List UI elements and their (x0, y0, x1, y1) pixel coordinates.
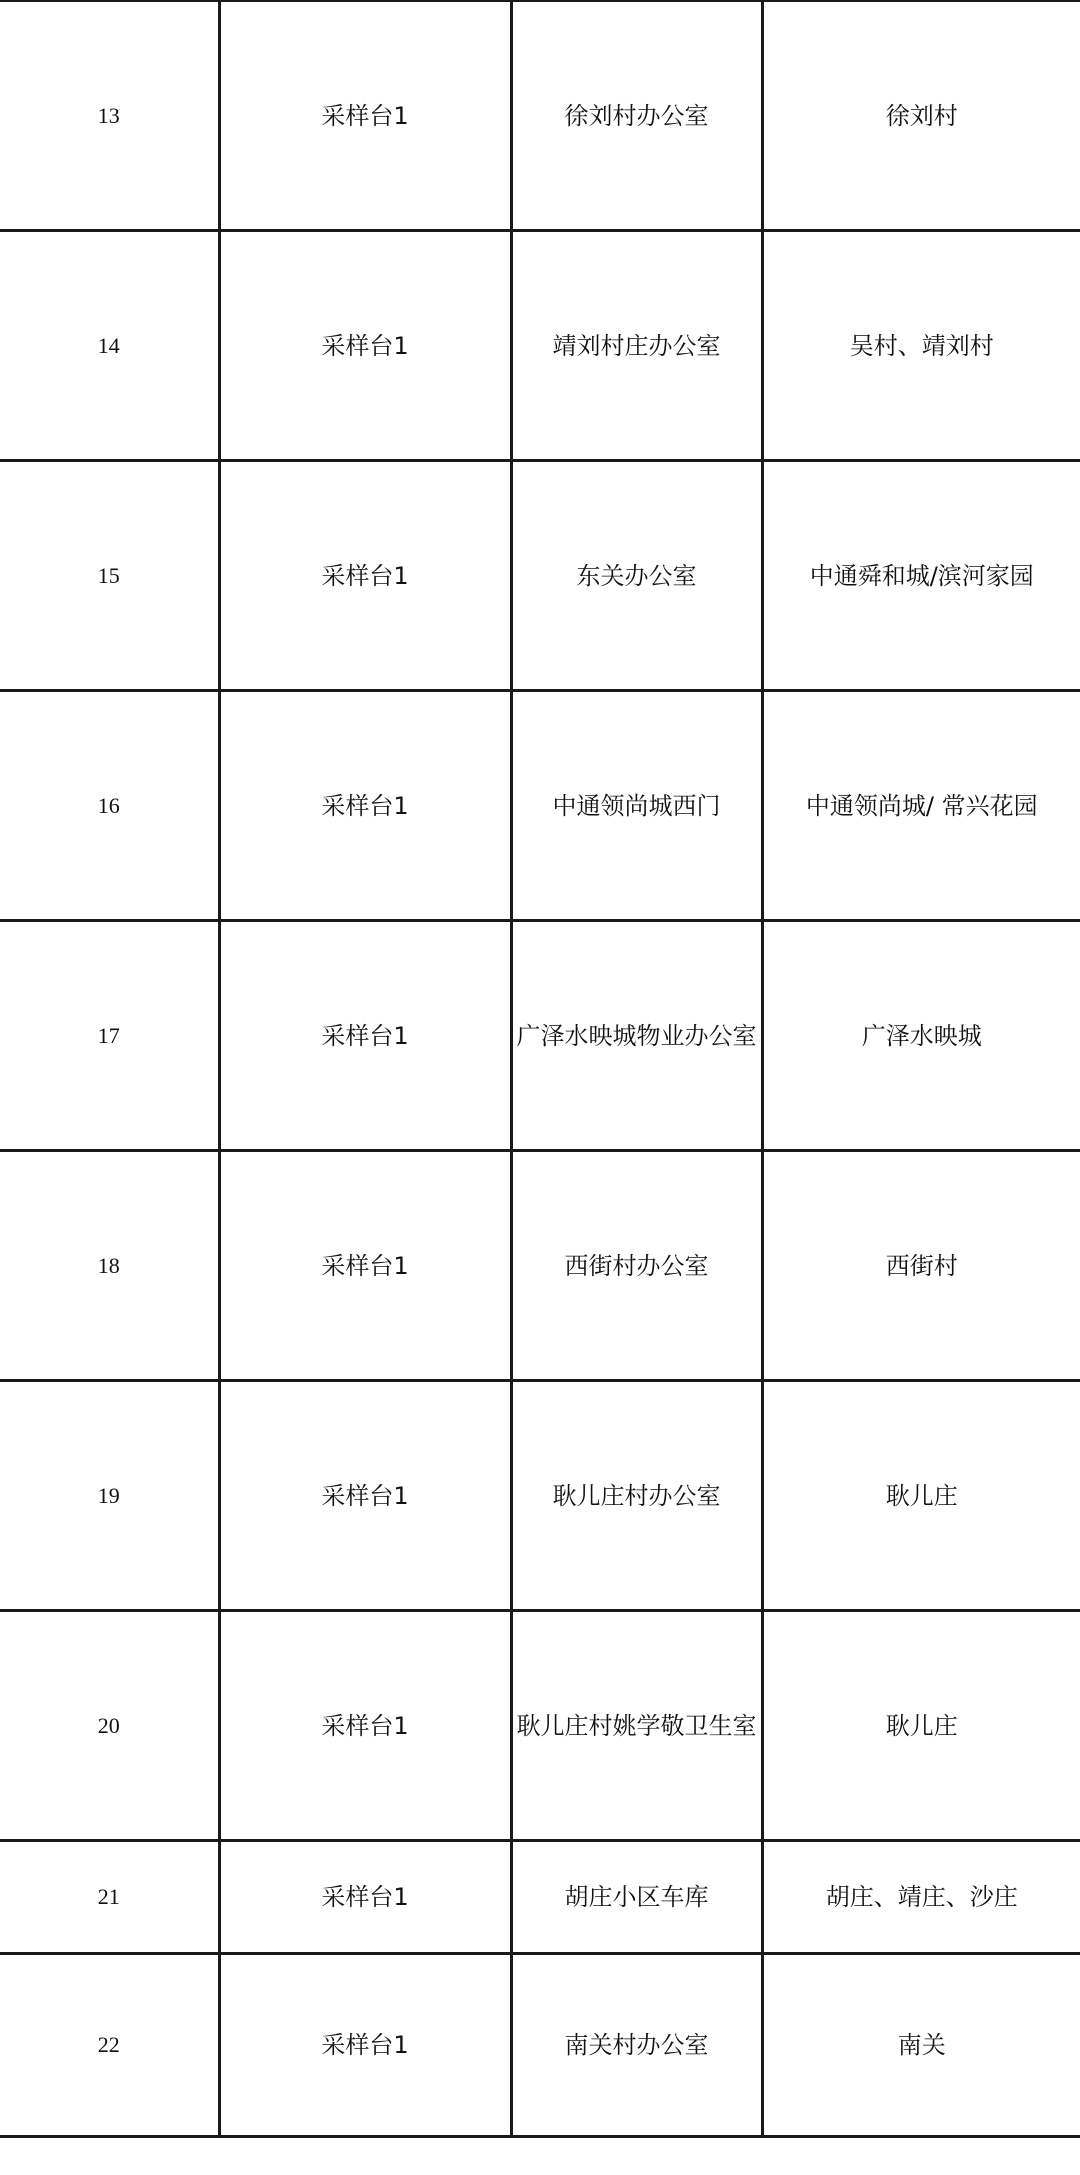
location-cell: 胡庄小区车库 (511, 1841, 762, 1954)
device-cell: 采样台1 (219, 1151, 511, 1381)
table-row (0, 1841, 1080, 1954)
device-cell: 采样台1 (219, 1841, 511, 1954)
row-number: 22 (0, 1954, 219, 2137)
location-cell: 广泽水映城物业办公室 (511, 921, 762, 1151)
table-row (0, 1151, 1080, 1381)
area-cell: 胡庄、靖庄、沙庄 (762, 1841, 1080, 1954)
location-cell: 徐刘村办公室 (511, 1, 762, 231)
device-cell: 采样台1 (219, 921, 511, 1151)
row-number: 14 (0, 231, 219, 461)
location-cell: 东关办公室 (511, 461, 762, 691)
table-row (0, 461, 1080, 691)
table-row (0, 1381, 1080, 1611)
device-cell: 采样台1 (219, 1, 511, 231)
device-cell: 采样台1 (219, 461, 511, 691)
area-cell: 徐刘村 (762, 1, 1080, 231)
row-number: 18 (0, 1151, 219, 1381)
device-cell: 采样台1 (219, 1954, 511, 2137)
location-cell: 中通领尚城西门 (511, 691, 762, 921)
row-number: 13 (0, 1, 219, 231)
device-cell: 采样台1 (219, 231, 511, 461)
table-row (0, 1611, 1080, 1841)
area-cell: 耿儿庄 (762, 1611, 1080, 1841)
location-cell: 西街村办公室 (511, 1151, 762, 1381)
area-cell: 耿儿庄 (762, 1381, 1080, 1611)
area-cell: 中通领尚城/ 常兴花园 (762, 691, 1080, 921)
table-row (0, 691, 1080, 921)
table-row (0, 1954, 1080, 2137)
table-row (0, 1, 1080, 231)
area-cell: 广泽水映城 (762, 921, 1080, 1151)
area-cell: 南关 (762, 1954, 1080, 2137)
row-number: 15 (0, 461, 219, 691)
location-cell: 耿儿庄村姚学敬卫生室 (511, 1611, 762, 1841)
row-number: 19 (0, 1381, 219, 1611)
area-cell: 吴村、靖刘村 (762, 231, 1080, 461)
table-row (0, 921, 1080, 1151)
row-number: 21 (0, 1841, 219, 1954)
location-cell: 耿儿庄村办公室 (511, 1381, 762, 1611)
area-cell: 中通舜和城/滨河家园 (762, 461, 1080, 691)
device-cell: 采样台1 (219, 1611, 511, 1841)
device-cell: 采样台1 (219, 691, 511, 921)
device-cell: 采样台1 (219, 1381, 511, 1611)
row-number: 16 (0, 691, 219, 921)
row-number: 17 (0, 921, 219, 1151)
row-number: 20 (0, 1611, 219, 1841)
area-cell: 西街村 (762, 1151, 1080, 1381)
location-cell: 靖刘村庄办公室 (511, 231, 762, 461)
table-row (0, 231, 1080, 461)
location-cell: 南关村办公室 (511, 1954, 762, 2137)
